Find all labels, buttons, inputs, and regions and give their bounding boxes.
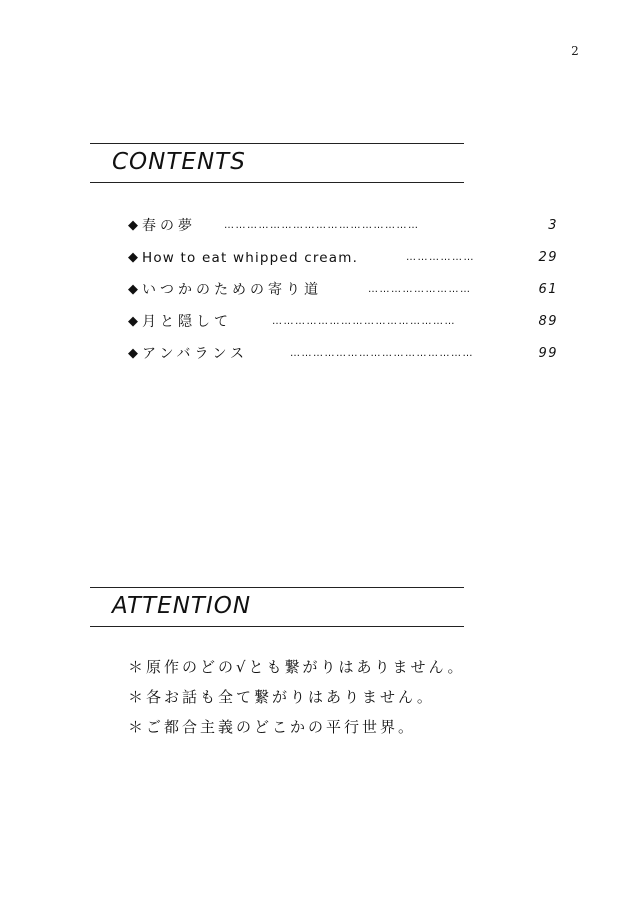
diamond-bullet-icon: ◆ (128, 282, 138, 297)
attention-item: ＊原作のどの√とも繋がりはありません。 (128, 658, 466, 676)
attention-list (128, 652, 548, 742)
diamond-bullet-icon: ◆ (128, 346, 138, 361)
diamond-bullet-icon: ◆ (128, 218, 138, 233)
toc-leader-dots: ……………… (406, 252, 475, 263)
toc-entry-page: 3 (548, 218, 558, 233)
table-of-contents (128, 210, 558, 370)
toc-entry-page: 89 (538, 314, 558, 329)
toc-entry-title: 春の夢 (142, 218, 196, 234)
toc-leader-dots: ……………………… (368, 284, 472, 295)
toc-leader-dots: ………………………………………… (272, 316, 456, 327)
attention-header (90, 587, 464, 627)
page-number: 2 (571, 44, 579, 58)
toc-leader-dots: …………………………………………… (224, 220, 420, 231)
toc-entry (128, 274, 558, 306)
toc-entry (128, 306, 558, 338)
toc-entry (128, 242, 558, 274)
contents-heading: CONTENTS (112, 149, 246, 175)
toc-entry-title: 月と隠して (142, 314, 232, 330)
diamond-bullet-icon: ◆ (128, 314, 138, 329)
toc-entry-title: How to eat whipped cream. (142, 250, 359, 266)
attention-item: ＊各お話も全て繋がりはありません。 (128, 688, 435, 706)
toc-leader-dots: ………………………………………… (290, 348, 474, 359)
toc-entry-title: いつかのための寄り道 (142, 282, 322, 298)
contents-header (90, 143, 464, 183)
toc-entry-title: アンバランス (142, 346, 249, 362)
toc-entry-page: 99 (538, 346, 558, 361)
diamond-bullet-icon: ◆ (128, 250, 138, 265)
attention-heading: ATTENTION (112, 593, 252, 619)
attention-item: ＊ご都合主義のどこかの平行世界。 (128, 718, 417, 736)
toc-entry-page: 29 (538, 250, 558, 265)
toc-entry (128, 338, 558, 370)
toc-entry-page: 61 (538, 282, 558, 297)
toc-entry (128, 210, 558, 242)
